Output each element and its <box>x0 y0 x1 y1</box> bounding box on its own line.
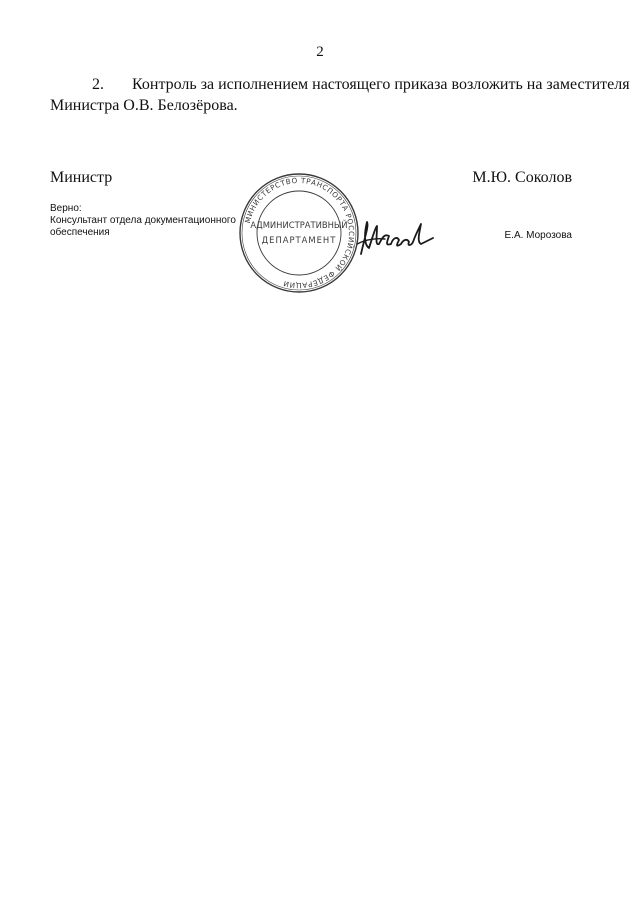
verno-label: Верно: <box>50 203 82 214</box>
certifier-position-line-1: Консультант отдела документационного <box>50 215 236 226</box>
paragraph-text-1: Контроль за исполнением настоящего приказа возложить на заместителя <box>132 76 630 93</box>
seal-inner-line-2: ДЕПАРТАМЕНТ <box>261 235 337 245</box>
paragraph-number: 2. <box>92 76 104 93</box>
certifier-position-line-2: обеспечения <box>50 227 110 238</box>
official-seal <box>238 172 360 294</box>
order-paragraph <box>50 74 630 116</box>
seal-inner-line-1: АДМИНИСТРАТИВНЫЙ <box>250 220 348 230</box>
page-number: 2 <box>316 44 324 60</box>
handwritten-signature <box>355 214 435 266</box>
paragraph-text-2: Министра О.В. Белозёрова. <box>50 97 238 114</box>
certification-block <box>50 203 236 239</box>
certifier-name: Е.А. Морозова <box>504 230 572 241</box>
minister-title: Министр <box>50 169 113 186</box>
svg-text:МИНИСТЕРСТВО ТРАНСПОРТА РОССИЙ <box>243 176 356 290</box>
minister-name: М.Ю. Соколов <box>472 169 572 186</box>
seal-outer-text: МИНИСТЕРСТВО ТРАНСПОРТА РОССИЙСКОЙ ФЕДЕРАЦИИ <box>242 175 357 291</box>
paragraph-line-1 <box>50 74 630 95</box>
